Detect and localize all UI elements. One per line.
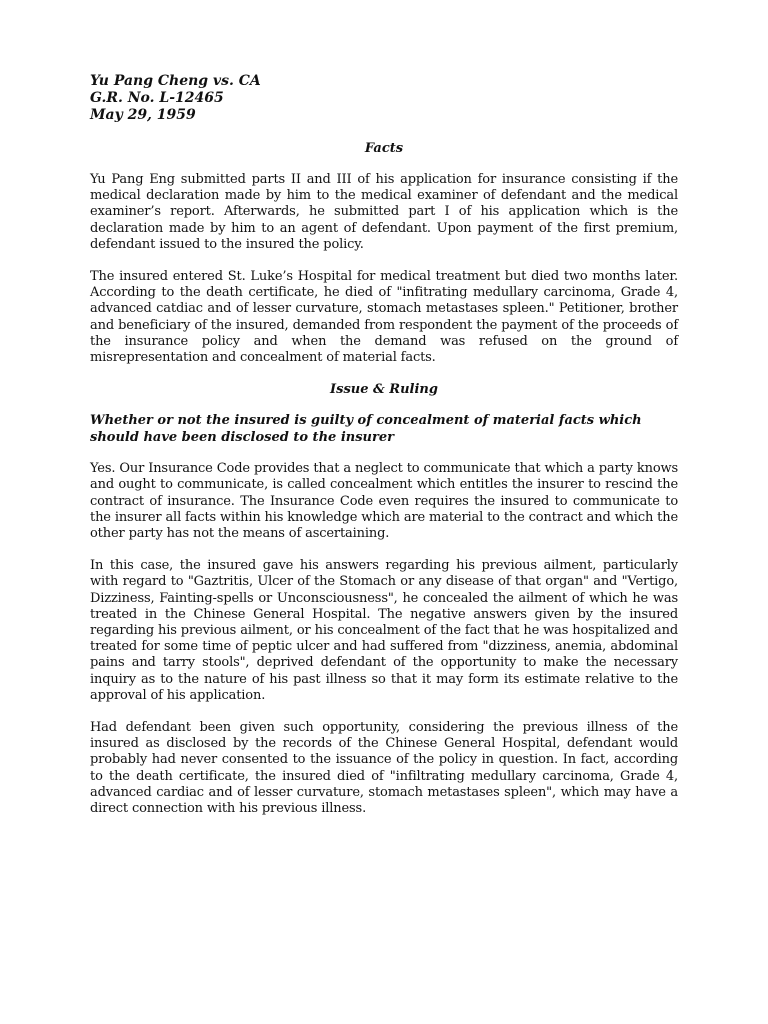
- facts-heading: Facts: [364, 141, 404, 156]
- ruling-paragraph-3: Had defendant been given such opportunity, considering the previous illness of the insured as disclosed by the records of the Chinese General Hospital, defendant would probably had never consented to the issuance of the policy in question. In fact, according to the death certificate, the insured died of "infiltrating medullary carcinoma, Grade 4, advanced cardiac and of lesser curvature, stomach metastases spleen", which may have a direct connection with his previous illness.: [90, 720, 678, 817]
- issue-ruling-heading: Issue & Ruling: [330, 382, 438, 398]
- case-number: G.R. No. L-12465: [90, 90, 224, 106]
- ruling-paragraph-2: In this case, the insured gave his answers regarding his previous ailment, particularly with regard to "Gaztritis, Ulcer of the Stomach or any disease of that organ" and "Vertigo, Dizziness, Fainting-spells or Unconsciousness", he concealed the ailment of which he was treated in the Chinese General Hospital. The negative answers given by the insured regarding his previous ailment, or his concealment of the fact that he was hospitalized and treated for some time of peptic ulcer and had suffered from "dizziness, anemia, abdominal pains and tarry stools", deprived defendant of the opportunity to make the necessary inquiry as to the nature of his past illness so that it may form its estimate relative to the approval of his application.: [90, 558, 678, 703]
- case-title: Yu Pang Cheng vs. CA: [90, 73, 261, 89]
- issue-statement: Whether or not the insured is guilty of concealment of material facts which should have been disclosed to the insurer: [90, 413, 642, 445]
- case-header: [90, 73, 678, 124]
- document-page: [90, 73, 678, 833]
- case-date: May 29, 1959: [90, 107, 196, 123]
- ruling-paragraph-1: Yes. Our Insurance Code provides that a neglect to communicate that which a party knows and ought to communicate, is called concealment which entitles the insurer to rescind the contract of insurance. The Insurance Code even requires the insured to communicate to the insurer all facts within his knowledge which are material to the contract and which the other party has not the means of ascertaining.: [90, 461, 678, 542]
- facts-paragraph-2: The insured entered St. Luke’s Hospital for medical treatment but died two months later. According to the death certificate, he died of "infitrating medullary carcinoma, Grade 4, advanced catdiac and of lesser curvature, stomach metastases spleen." Petitioner, brother and beneficiary of the insured, demanded from respondent the payment of the proceeds of the insurance policy and when the demand was refused on the ground of misrepresentation and concealment of material facts.: [90, 269, 678, 366]
- facts-paragraph-1: Yu Pang Eng submitted parts II and III of his application for insurance consisting if the medical declaration made by him to the medical examiner of defendant and the medical examiner’s report. Afterwards, he submitted part I of his application which is the declaration made by him to an agent of defendant. Upon payment of the first premium, defendant issued to the insured the policy.: [90, 172, 678, 252]
